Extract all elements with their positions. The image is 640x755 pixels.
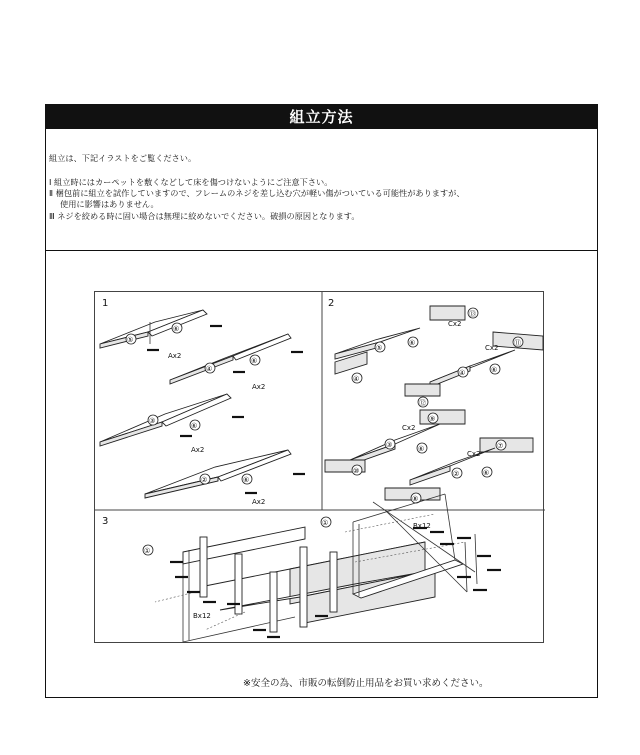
part-13-label: ⑬ [469,310,476,318]
part-4-label: ④ [206,365,213,373]
screw-b-label-left: Bx12 [193,612,211,620]
part-2b-label: ② [453,470,460,478]
screw-a-label-4: Ax2 [252,498,266,506]
part-4c-label: ④ [459,369,466,377]
part-6-label: ⑥ [173,325,180,333]
assembly-sheet [45,104,598,698]
part-6e-label: ⑥ [409,339,416,347]
part-3-label: ③ [149,417,156,425]
intro-text: 組立は、下記イラストをご覧ください。 [49,153,197,163]
part-6g-label: ⑥ [418,445,425,453]
screw-a-label-2: Ax2 [252,383,266,391]
part-7-label: ⑦ [497,442,504,450]
part-6f-label: ⑥ [491,366,498,374]
part-9-label: ⑨ [429,415,436,423]
safety-note: ※安全の為、市販の転倒防止用品をお買い求めください。 [243,678,489,689]
part-6b-label: ⑥ [251,357,258,365]
part-12-label: ⑫ [419,399,426,407]
screw-a-label-3: Ax2 [191,446,205,454]
part-6c-label: ⑥ [191,422,198,430]
part-6h-label: ⑥ [483,469,490,477]
part-3b-label: ③ [386,441,393,449]
part-8-label: ⑧ [412,495,419,503]
note-1: Ⅰ 組立時にはカーペットを敷くなどして床を傷つけないようにご注意下さい。 [49,177,333,187]
screw-c-label-2: Cx2 [485,344,499,352]
step-1-drawer-5 [100,310,222,360]
instructions-section [46,129,597,251]
note-2b: 使用に影響はありません。 [60,199,159,209]
step-3-part-1-right: ① [322,519,329,527]
step-1-drawer-2 [145,450,305,506]
part-5b-label: ⑤ [376,344,383,352]
step-2-drawer-4 [405,332,543,407]
screw-a-label-1: Ax2 [168,352,182,360]
part-2-label: ② [201,476,208,484]
step-1-drawer-3 [100,394,244,454]
step-2-drawer-3 [325,410,465,475]
part-5-label: ⑤ [127,336,134,344]
step-2-drawer-2 [385,438,533,503]
note-2a: Ⅱ 梱包前に組立を試作していますので、フレームのネジを差し込む穴が軽い傷がついている可能性がありますが、 [49,188,465,198]
part-11-label: ⑪ [514,339,521,347]
part-10-label: ⑩ [353,467,360,475]
note-3: Ⅲ ネジを絞める時に固い場合は無理に絞めないでください。破損の原因となります。 [49,211,360,221]
step-3-part-1-left: ① [144,547,151,555]
assembly-diagram [94,291,544,643]
step-1-drawer-4 [170,334,303,391]
page-title: 組立方法 [46,105,597,129]
screw-c-label-3: Cx2 [402,424,416,432]
step-1-number: 1 [102,298,109,309]
part-6d-label: ⑥ [243,476,250,484]
part-4b-label: ④ [353,375,360,383]
screw-c-label-4: Cx2 [467,450,481,458]
screw-b-label-right: Bx12 [413,522,431,530]
step-2-number: 2 [328,298,335,309]
step-3-frame-assembly [143,494,501,642]
screw-c-label-1: Cx2 [448,320,462,328]
step-3-number: 3 [102,516,109,527]
diagram-svg [95,292,545,644]
